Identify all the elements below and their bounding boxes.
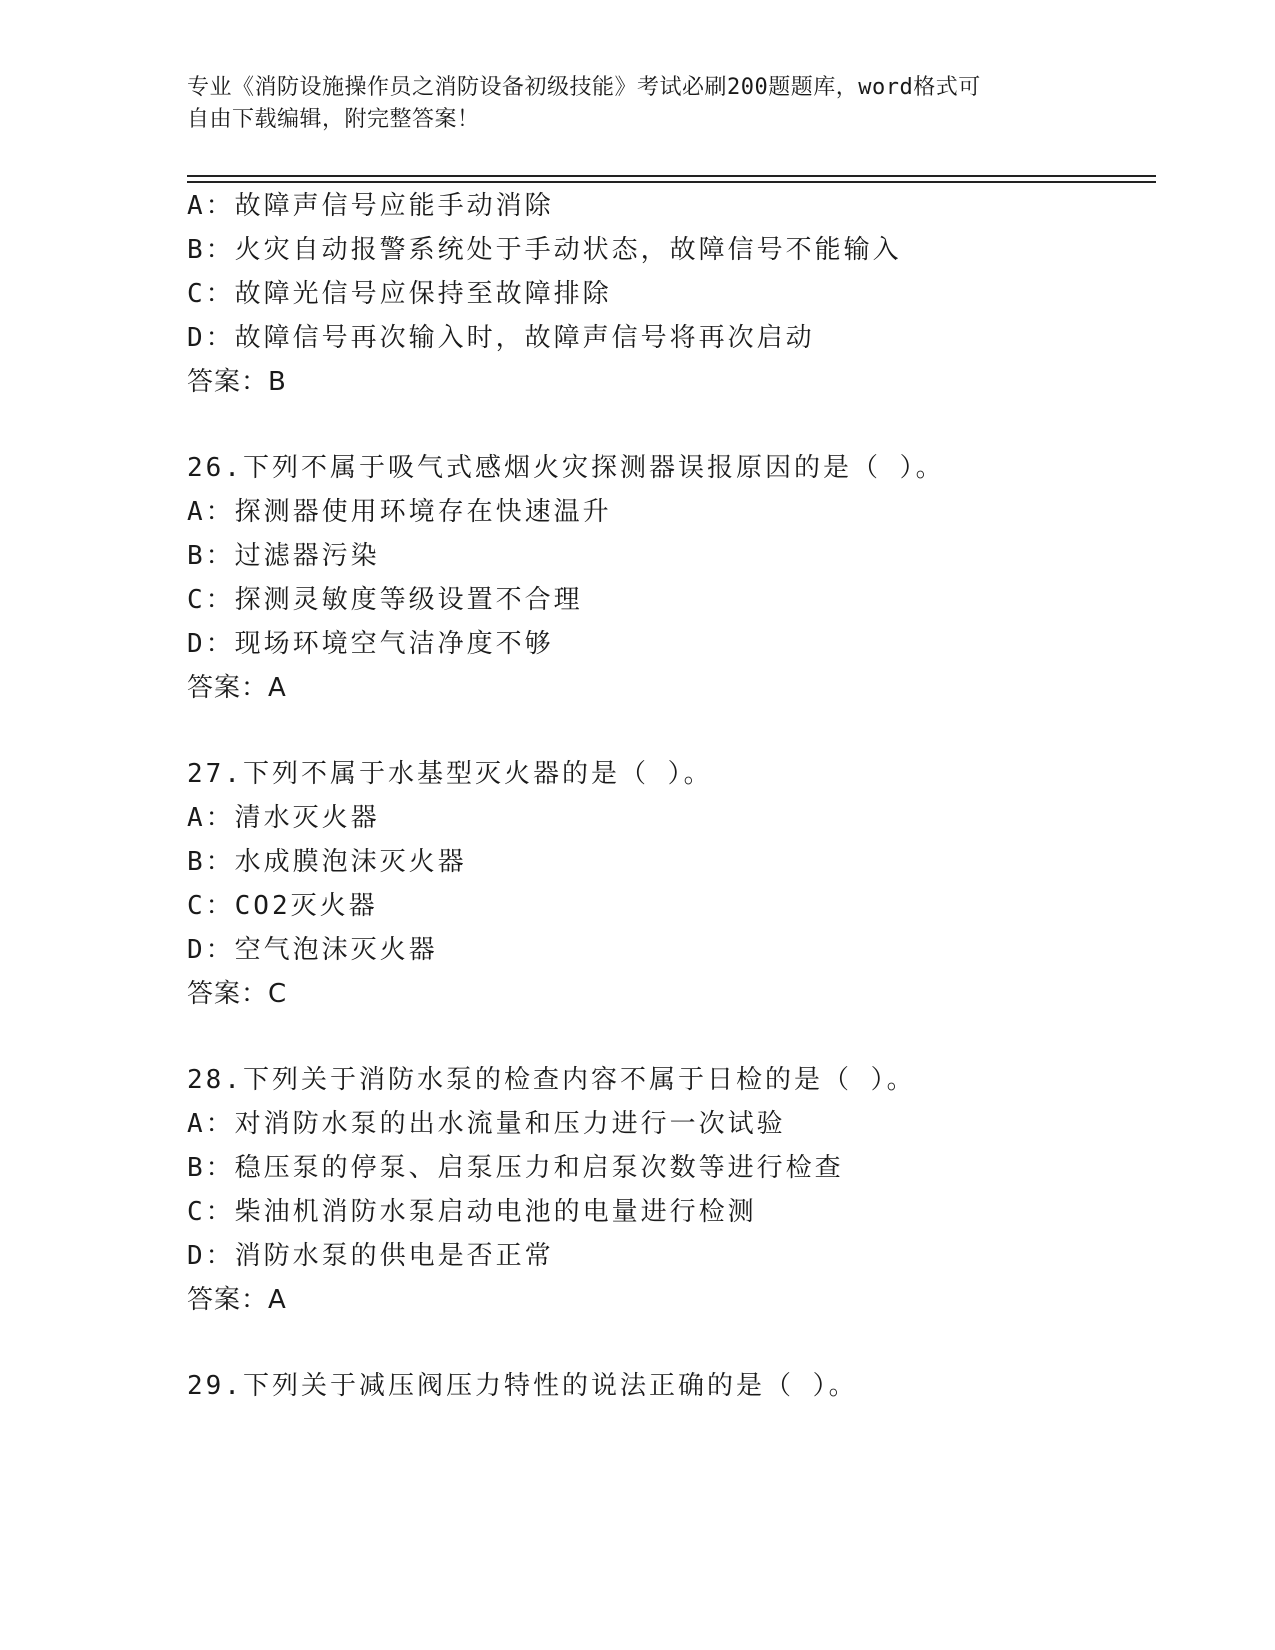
q26-question: 26.下列不属于吸气式感烟火灾探测器误报原因的是（ ）。 bbox=[187, 453, 945, 483]
q27-option-c: C：CO2灭火器 bbox=[187, 891, 378, 921]
q27-answer: 答案：C bbox=[187, 979, 288, 1009]
header-line-1: 专业《消防设施操作员之消防设备初级技能》考试必刷200题题库，word格式可 bbox=[187, 75, 981, 100]
q28-option-b: B：稳压泵的停泵、启泵压力和启泵次数等进行检查 bbox=[187, 1153, 844, 1183]
q27-question: 27.下列不属于水基型灭火器的是（ ）。 bbox=[187, 759, 713, 789]
q28-option-d: D：消防水泵的供电是否正常 bbox=[187, 1241, 554, 1271]
q26-option-b: B：过滤器污染 bbox=[187, 541, 380, 571]
q29-question: 29.下列关于减压阀压力特性的说法正确的是（ ）。 bbox=[187, 1371, 858, 1401]
q27-option-d: D：空气泡沫灭火器 bbox=[187, 935, 438, 965]
q28-option-c: C：柴油机消防水泵启动电池的电量进行检测 bbox=[187, 1197, 757, 1227]
q25-answer: 答案：B bbox=[187, 367, 287, 397]
q27-option-a: A：清水灭火器 bbox=[187, 803, 380, 833]
q25-option-c: C：故障光信号应保持至故障排除 bbox=[187, 279, 612, 309]
document-header bbox=[187, 72, 1077, 136]
header-line-2: 自由下载编辑，附完整答案！ bbox=[187, 107, 480, 132]
header-divider-top bbox=[187, 175, 1156, 177]
q26-option-a: A：探测器使用环境存在快速温升 bbox=[187, 497, 612, 527]
q26-answer: 答案：A bbox=[187, 673, 287, 703]
q26-option-c: C：探测灵敏度等级设置不合理 bbox=[187, 585, 583, 615]
q25-option-b: B：火灾自动报警系统处于手动状态，故障信号不能输入 bbox=[187, 235, 902, 265]
q28-question: 28.下列关于消防水泵的检查内容不属于日检的是（ ）。 bbox=[187, 1065, 916, 1095]
q28-answer: 答案：A bbox=[187, 1285, 287, 1315]
q26-option-d: D：现场环境空气洁净度不够 bbox=[187, 629, 554, 659]
q25-option-d: D：故障信号再次输入时，故障声信号将再次启动 bbox=[187, 323, 815, 353]
q27-option-b: B：水成膜泡沫灭火器 bbox=[187, 847, 467, 877]
q25-option-a: A：故障声信号应能手动消除 bbox=[187, 191, 554, 221]
header-divider-bottom bbox=[187, 181, 1156, 183]
q28-option-a: A：对消防水泵的出水流量和压力进行一次试验 bbox=[187, 1109, 786, 1139]
